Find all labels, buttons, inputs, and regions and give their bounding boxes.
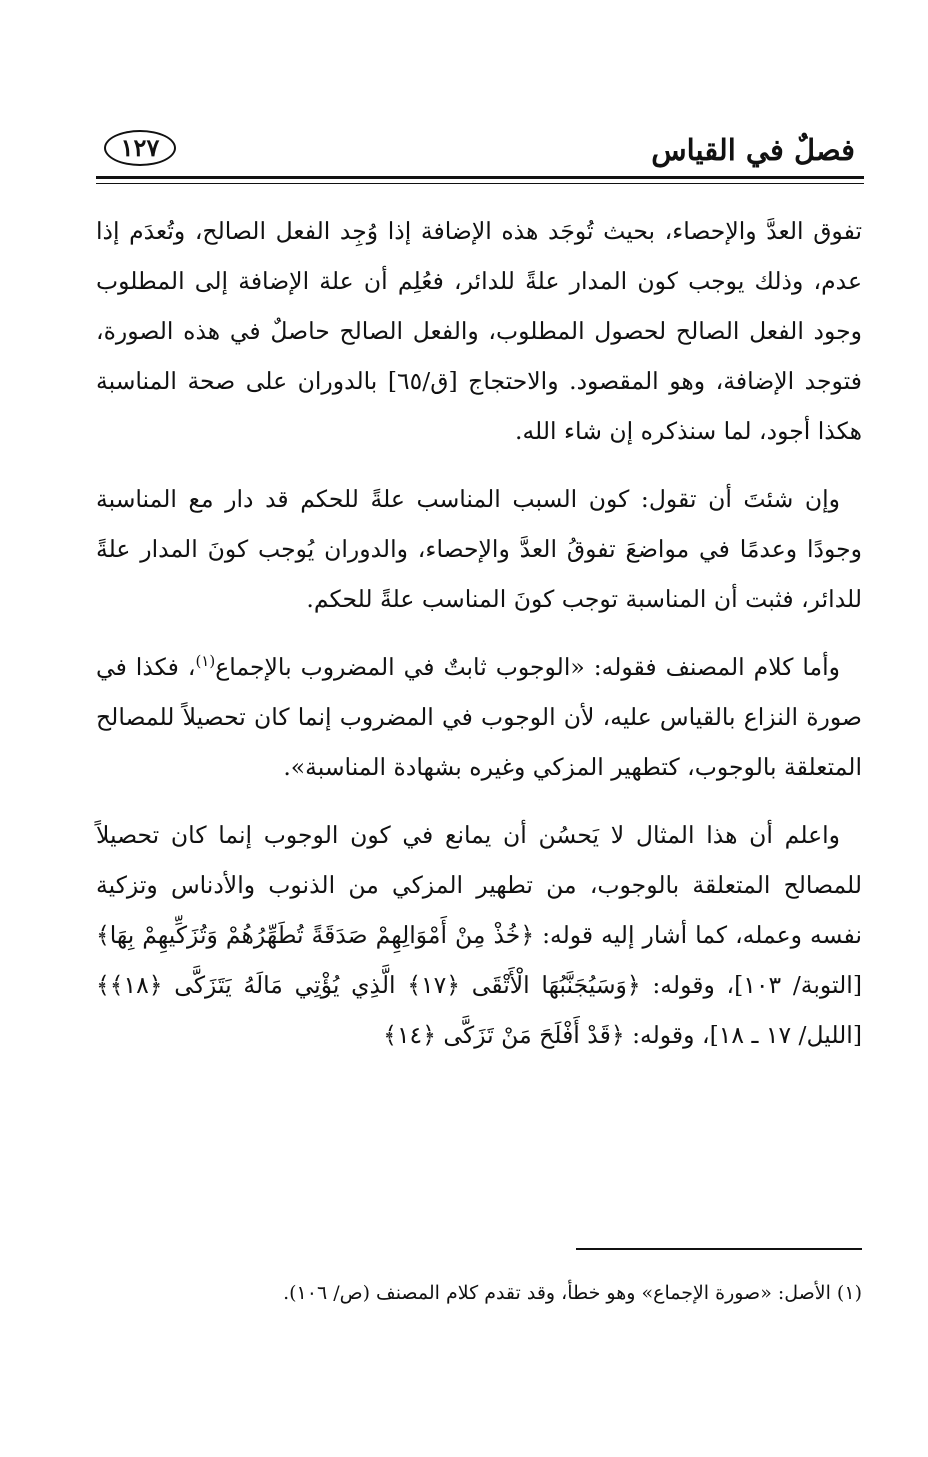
main-text — [96, 206, 862, 1078]
paragraph-1: تفوق العدَّ والإحصاء، بحيث تُوجَد هذه الإضافة إذا وُجِد الفعل الصالح، وتُعدَم إذا عدم، وذلك يوجب كون المدار علةً للدائر، فعُلِم أن علة الإضافة إلى المطلوب وجود الفعل الصالح لحصول المطلوب، والفعل الصالح حاصلٌ في هذه الصورة، فتوجد الإضافة، وهو المقصود. والاحتجاج [ق/٦٥] بالدوران على صحة المناسبة هكذا أجود، لما سنذكره إن شاء الله. — [96, 217, 863, 445]
footnote-ref[interactable]: (١) — [195, 652, 216, 671]
paragraph-2: وإن شئتَ أن تقول: كون السبب المناسب علةً للحكم قد دار مع المناسبة وجودًا وعدمًا في مواضعَ تفوقُ العدَّ والإحصاء، والدوران يُوجب كونَ المدار علةً للدائر، فثبت أن المناسبة توجب كونَ المناسب علةً للحكم. — [96, 485, 862, 613]
header-rule — [96, 176, 864, 179]
paragraph-4: واعلم أن هذا المثال لا يَحسُن أن يمانع في كون الوجوب إنما كان تحصيلاً للمصالح المتعلقة بالوجوب، من تطهير المزكي من الذنوب والأدناس وتزكية نفسه وعمله، كما أشار إليه قوله: ﴿خُذْ مِنْ أَمْوَالِهِمْ صَدَقَةً تُطَهِّرُهُمْ وَتُزَكِّيهِمْ بِهَا﴾ [التوبة/ ١٠٣]، وقوله: ﴿وَسَيُجَنَّبُهَا الْأَتْقَى ﴿١٧﴾ الَّذِي يُؤْتِي مَالَهُ يَتَزَكَّى ﴿١٨﴾﴾ [الليل/ ١٧ ـ ١٨]، وقوله: ﴿قَدْ أَفْلَحَ مَنْ تَزَكَّى ﴿١٤﴾ — [96, 821, 863, 1049]
footnote-1: (١) الأصل: «صورة الإجماع» وهو خطأ، وقد تقدم كلام المصنف (ص/ ١٠٦). — [283, 1282, 862, 1304]
header-rule-thin — [96, 183, 864, 184]
footnote-separator — [576, 1248, 862, 1250]
quote-part-2: ، فكذا في صورة النزاع بالقياس عليه، لأن الوجوب في المضروب إنما كان تحصيلاً للمصالح المتعلقة بالوجوب، كتطهير المزكي وغيره بشهادة المناسبة». — [96, 653, 862, 781]
quote-part-1: وأما كلام المصنف فقوله: «الوجوب ثابتٌ في المضروب بالإجماع — [215, 653, 841, 681]
running-title: فصلٌ في القياس — [651, 133, 855, 167]
page-number: ١٢٧ — [104, 130, 176, 166]
page-header — [100, 128, 863, 174]
paragraph-3 — [96, 642, 862, 792]
